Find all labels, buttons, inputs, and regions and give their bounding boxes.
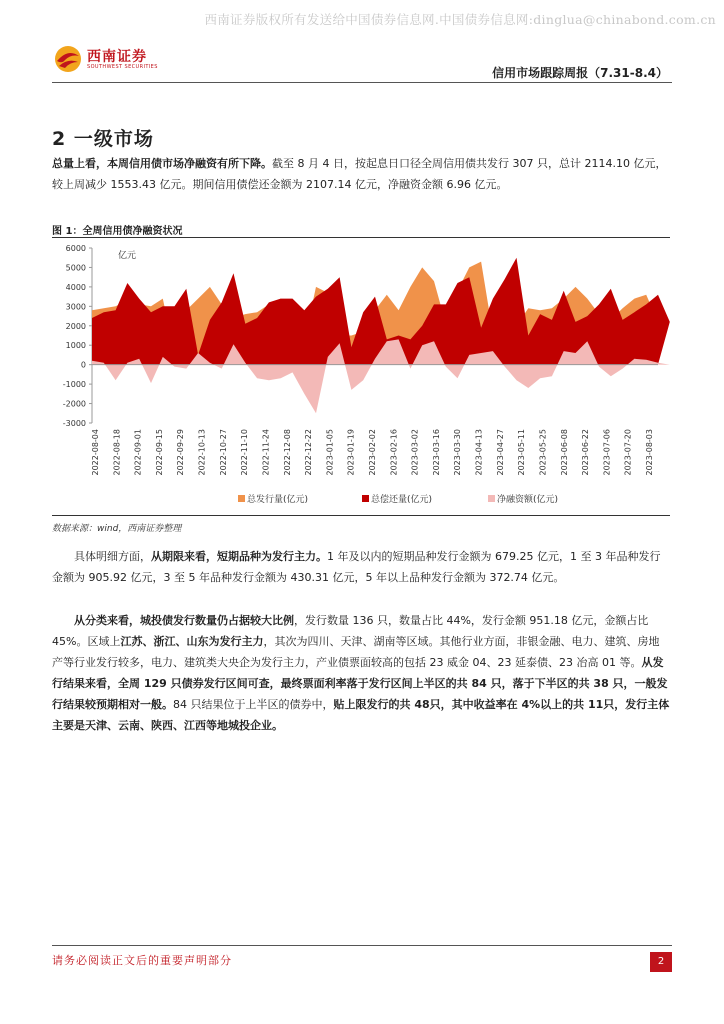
footer-divider bbox=[52, 945, 672, 946]
figure-title: 图 1：全周信用债净融资状况 bbox=[52, 226, 183, 237]
result-text: 84 只结果位于上半区的债券中， bbox=[173, 698, 334, 711]
x-tick-label: 2022-10-13 bbox=[197, 429, 207, 476]
paragraph-summary bbox=[52, 153, 670, 195]
result-lead: 从发行结果来看，全周 129 只债券发行区间可查，最终票面利率落于发行区间上半区的共 84 只，落于下半区的共 38 只，一般发行结果较预期相对一般。 bbox=[52, 656, 668, 711]
x-tick-label: 2023-03-02 bbox=[410, 429, 420, 476]
legend-label-2: 净融资额(亿元) bbox=[497, 495, 559, 505]
legend-label-0: 总发行量(亿元) bbox=[247, 495, 309, 505]
watermark-text: 西南证券版权所有发送给中国债券信息网.中国债券信息网:dinglua@chinabond.com.cn bbox=[204, 12, 716, 27]
x-tick-label: 2023-07-06 bbox=[602, 429, 612, 476]
x-tick-label: 2022-08-18 bbox=[112, 429, 122, 476]
summary-text: 截至 8 月 4 日，按起息日口径全周信用债共发行 307 只，总计 2114.10 亿元，较上周减少 1553.43 亿元。期间信用债偿还金额为 2107.14 亿元，净融资金额 6.96 亿元。 bbox=[52, 157, 667, 191]
category-text-1: ，发行数量 136 只，数量占比 44%，发行金额 951.18 亿元，金额占比 45%。区域上 bbox=[52, 614, 649, 648]
y-tick-label: 1000 bbox=[65, 341, 86, 351]
x-tick-label: 2023-01-19 bbox=[346, 429, 356, 476]
summary-lead: 总量上看，本周信用债市场净融资有所下降。 bbox=[52, 157, 272, 170]
paragraph-maturity bbox=[52, 546, 670, 588]
company-logo bbox=[53, 44, 193, 74]
y-tick-label: -1000 bbox=[62, 380, 86, 390]
x-tick-label: 2023-08-03 bbox=[645, 429, 654, 476]
legend-label-1: 总偿还量(亿元) bbox=[371, 495, 433, 505]
x-tick-label: 2023-06-08 bbox=[559, 429, 569, 476]
figure-bottom-rule bbox=[52, 515, 670, 516]
y-tick-label: 6000 bbox=[65, 244, 86, 253]
x-tick-label: 2023-05-25 bbox=[538, 429, 548, 476]
x-tick-label: 2022-09-15 bbox=[154, 429, 164, 476]
legend-swatch-0 bbox=[238, 495, 245, 502]
logo-emblem-icon bbox=[53, 44, 83, 74]
x-tick-label: 2023-03-30 bbox=[453, 429, 463, 476]
x-tick-label: 2023-05-11 bbox=[517, 428, 527, 476]
net-financing-chart bbox=[52, 240, 670, 512]
x-tick-label: 2023-04-13 bbox=[474, 429, 484, 476]
x-tick-label: 2022-09-01 bbox=[133, 429, 143, 476]
maturity-lead: 从期限来看，短期品种为发行主力。 bbox=[151, 550, 327, 563]
y-tick-label: 3000 bbox=[65, 302, 86, 312]
x-tick-label: 2022-10-27 bbox=[218, 429, 228, 476]
x-tick-label: 2023-02-02 bbox=[368, 429, 377, 476]
brand-name: 西南证券 bbox=[87, 49, 147, 65]
report-title: 信用市场跟踪周报（7.31-8.4） bbox=[492, 66, 668, 80]
legend-swatch-2 bbox=[488, 495, 495, 502]
y-tick-label: 0 bbox=[80, 360, 86, 370]
y-tick-label: -3000 bbox=[62, 419, 86, 428]
y-tick-label: -2000 bbox=[62, 399, 86, 409]
x-tick-label: 2022-12-08 bbox=[282, 429, 292, 476]
y-unit-label: 亿元 bbox=[118, 250, 137, 261]
category-lead: 从分类来看，城投债发行数量仍占据较大比例 bbox=[74, 614, 294, 627]
y-tick-label: 5000 bbox=[65, 263, 86, 273]
x-tick-label: 2022-09-29 bbox=[176, 429, 186, 476]
figure-top-rule bbox=[52, 237, 670, 238]
x-tick-label: 2023-06-22 bbox=[581, 429, 591, 476]
paragraph-category bbox=[52, 610, 670, 736]
x-tick-label: 2023-03-16 bbox=[431, 429, 441, 476]
section-heading: 2 一级市场 bbox=[52, 128, 154, 150]
x-tick-label: 2023-07-20 bbox=[623, 429, 633, 476]
x-tick-label: 2022-11-24 bbox=[261, 429, 271, 476]
footer-notice: 请务必阅读正文后的重要声明部分 bbox=[52, 954, 232, 967]
brand-name-en: SOUTHWEST SECURITIES bbox=[87, 64, 158, 70]
figure-source: 数据来源：wind，西南证券整理 bbox=[52, 524, 182, 534]
x-tick-label: 2023-04-27 bbox=[495, 429, 505, 476]
y-tick-label: 2000 bbox=[65, 321, 86, 331]
page-number: 2 bbox=[650, 952, 672, 972]
x-tick-label: 2022-11-10 bbox=[240, 429, 250, 476]
category-regions: 江苏、浙江、山东为发行主力 bbox=[120, 635, 264, 648]
header-divider bbox=[52, 82, 672, 83]
y-tick-label: 4000 bbox=[65, 282, 86, 292]
legend-swatch-1 bbox=[362, 495, 369, 502]
x-tick-label: 2023-01-05 bbox=[325, 429, 335, 476]
category-text-2: ，其次为四川、天津、湖南等区域。其他行业方面，非银金融、电力、建筑、房地产等行业发行较多，电力、建筑类大央企为发行主力，产业债票面较高的包括 23 威金 04、23 延泰债、23 冶高 01 等。 bbox=[52, 635, 660, 669]
maturity-pre: 具体明细方面， bbox=[74, 550, 151, 563]
result-detail: 贴上限发行的共 48只，其中收益率在 4%以上的共 11只，发行主体主要是天津、云南、陕西、江西等地城投企业。 bbox=[52, 698, 670, 732]
x-tick-label: 2022-08-04 bbox=[91, 429, 100, 476]
maturity-text: 1 年及以内的短期品种发行金额为 679.25 亿元，1 至 3 年品种发行金额为 905.92 亿元，3 至 5 年品种发行金额为 430.31 亿元，5 年以上品种发行金额为 372.74 亿元。 bbox=[52, 550, 661, 584]
x-tick-label: 2023-02-16 bbox=[389, 429, 399, 476]
x-tick-label: 2022-12-22 bbox=[304, 429, 314, 476]
